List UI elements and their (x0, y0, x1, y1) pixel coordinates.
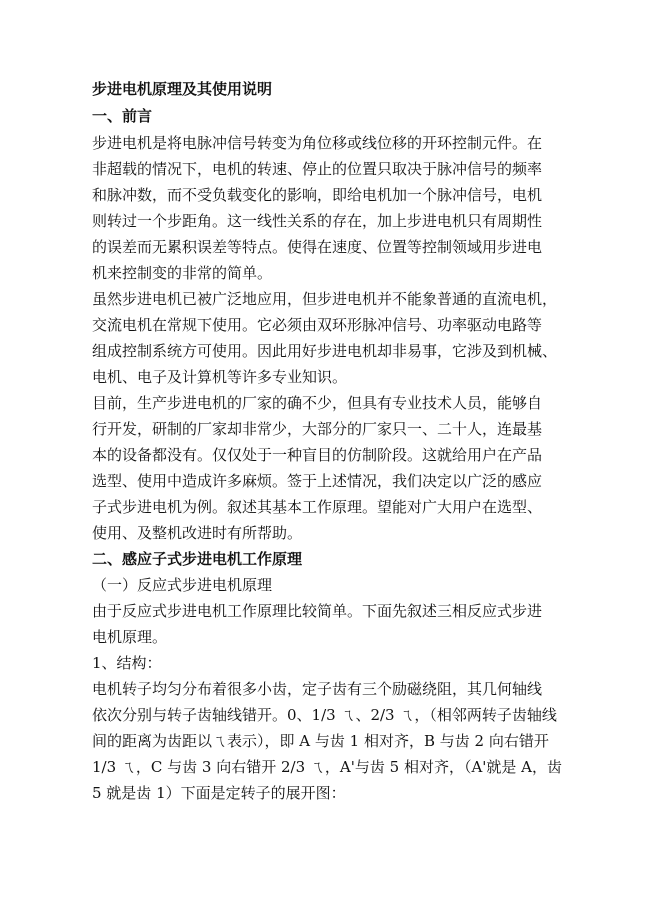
paragraph-line: 和脉冲数，而不受负载变化的影响，即给电机加一个脉冲信号，电机 (92, 186, 543, 204)
paragraph-line: 5 就是齿 1）下面是定转子的展开图： (92, 784, 346, 802)
paragraph-line: 1/3 ㄟ，C 与齿 3 向右错开 2/3 ㄟ，A'与齿 5 相对齐，（A'就是 A，齿 (92, 758, 562, 776)
list-item: 1、结构： (92, 654, 162, 672)
document-title: 步进电机原理及其使用说明 (92, 80, 273, 98)
paragraph-line: 机来控制变的非常的简单。 (92, 264, 273, 282)
paragraph-line: 步进电机是将电脉冲信号转变为角位移或线位移的开环控制元件。在 (92, 134, 543, 152)
paragraph-line: 则转过一个步距角。这一线性关系的存在，加上步进电机只有周期性 (92, 212, 543, 230)
paragraph-line: 依次分别与转子齿轴线错开。0、1/3 ㄟ、2/3 ㄟ，（相邻两转子齿轴线 (92, 706, 557, 724)
section-heading: 一、前言 (92, 107, 153, 125)
paragraph-line: 行开发，研制的厂家却非常少，大部分的厂家只一、二十人，连最基 (92, 420, 543, 438)
paragraph-line: 间的距离为齿距以ㄟ表示），即 A 与齿 1 相对齐，B 与齿 2 向右错开 (92, 732, 549, 750)
paragraph-line: 的误差而无累积误差等特点。使得在速度、位置等控制领域用步进电 (92, 238, 543, 256)
paragraph-line: 目前，生产步进电机的厂家的确不少，但具有专业技术人员，能够自 (92, 394, 543, 412)
paragraph-line: 非超载的情况下，电机的转速、停止的位置只取决于脉冲信号的频率 (92, 160, 543, 178)
paragraph-line: 本的设备都没有。仅仅处于一种盲目的仿制阶段。这就给用户在产品 (92, 446, 543, 464)
subsection-heading: （一）反应式步进电机原理 (92, 576, 273, 594)
paragraph-line: 组成控制系统方可使用。因此用好步进电机却非易事，它涉及到机械、 (92, 342, 558, 360)
paragraph-line: 电机、电子及计算机等许多专业知识。 (92, 368, 348, 386)
paragraph-line: 选型、使用中造成许多麻烦。签于上述情况，我们决定以广泛的感应 (92, 472, 543, 490)
paragraph-line: 虽然步进电机已被广泛地应用，但步进电机并不能象普通的直流电机， (92, 290, 558, 308)
paragraph-line: 电机转子均匀分布着很多小齿，定子齿有三个励磁绕阻，其几何轴线 (92, 680, 543, 698)
paragraph-line: 使用、及整机改进时有所帮助。 (92, 524, 303, 542)
paragraph-line: 电机原理。 (92, 628, 168, 646)
paragraph-line: 子式步进电机为例。叙述其基本工作原理。望能对广大用户在选型、 (92, 498, 543, 516)
section-heading: 二、感应子式步进电机工作原理 (92, 550, 303, 568)
paragraph-line: 由于反应式步进电机工作原理比较简单。下面先叙述三相反应式步进 (92, 602, 543, 620)
paragraph-line: 交流电机在常规下使用。它必须由双环形脉冲信号、功率驱动电路等 (92, 316, 543, 334)
